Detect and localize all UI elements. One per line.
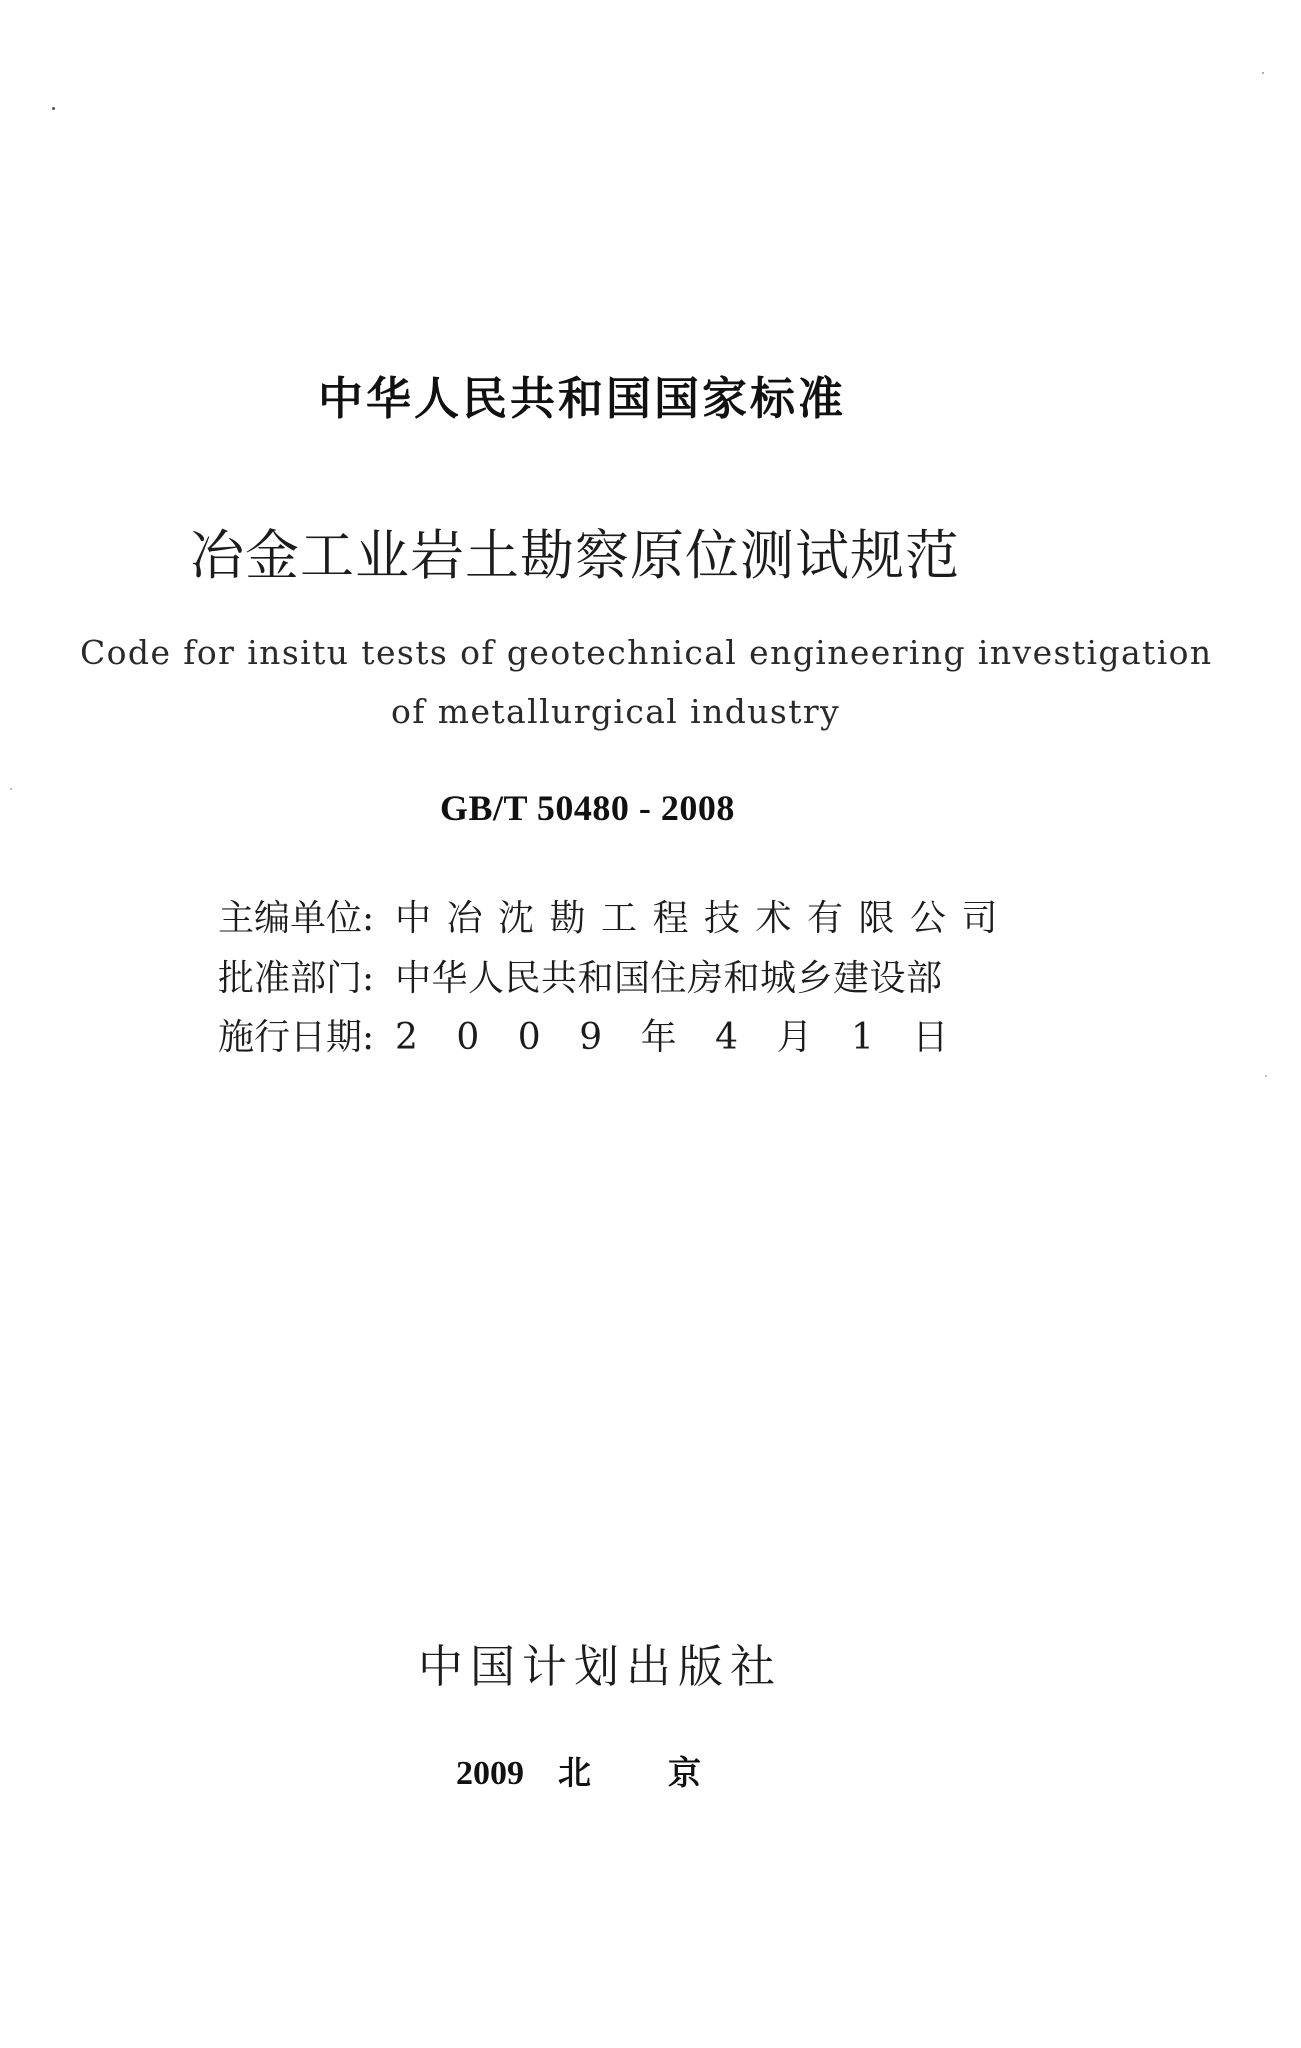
approval-department-value: 中华人民共和国住房和城乡建设部 [395, 958, 943, 999]
scan-speck [52, 107, 55, 110]
publisher-name: 中国计划出版社 [418, 1640, 783, 1693]
standard-code: GB/T 50480 - 2008 [440, 788, 735, 828]
chinese-title: 冶金工业岩土勘察原位测试规范 [190, 524, 960, 587]
scan-speck [1265, 1075, 1267, 1077]
scan-speck [1262, 72, 1264, 74]
editor-unit-value: 中冶沈勘工程技术有限公司 [395, 898, 1014, 939]
approval-department-row [218, 950, 943, 1001]
editor-unit-row [218, 890, 1013, 941]
publication-city: 北京 [558, 1753, 778, 1792]
effective-date-label: 施行日期: [218, 1017, 375, 1058]
national-standard-heading: 中华人民共和国国家标准 [318, 372, 847, 425]
english-title-line-1: Code for insitu tests of geotechnical engineering investigation [80, 633, 1213, 672]
imprint [456, 1747, 778, 1794]
effective-date-value: 2009年4月1日 [395, 1017, 987, 1058]
publication-year: 2009 [456, 1755, 524, 1792]
editor-unit-label: 主编单位: [218, 898, 375, 939]
effective-date-row [218, 1009, 987, 1060]
english-title-line-2: of metallurgical industry [391, 692, 841, 731]
approval-department-label: 批准部门: [218, 958, 375, 999]
scan-speck [10, 788, 12, 790]
